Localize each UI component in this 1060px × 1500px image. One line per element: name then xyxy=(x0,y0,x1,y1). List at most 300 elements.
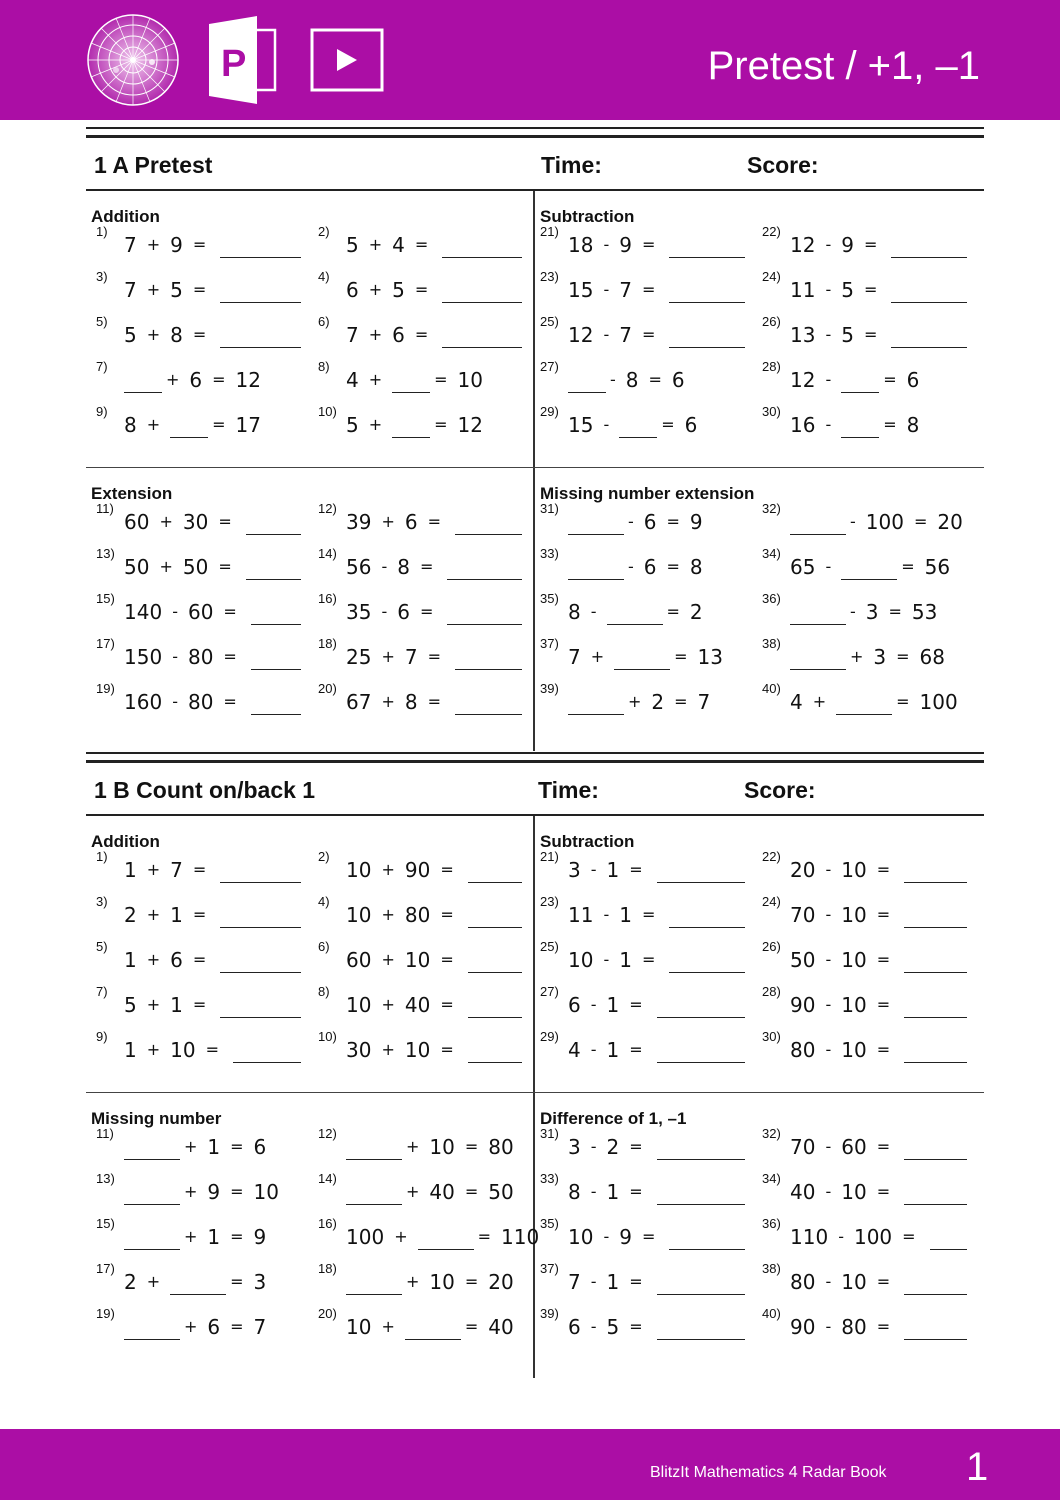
expression-token: 10 xyxy=(429,1135,455,1159)
answer-blank[interactable] xyxy=(669,1225,745,1250)
expression-token: + xyxy=(381,1317,395,1336)
answer-blank[interactable] xyxy=(904,858,967,883)
expression-token: 50 xyxy=(790,948,816,972)
expression-token: = xyxy=(641,905,656,924)
expression-token: = xyxy=(863,280,878,299)
answer-blank[interactable] xyxy=(669,233,745,258)
expression-token: = xyxy=(192,950,207,969)
expression-token: = xyxy=(440,905,454,924)
expression-token: 9 xyxy=(207,1180,221,1204)
answer-blank[interactable] xyxy=(251,690,301,715)
expression-token: + xyxy=(368,280,383,299)
problem xyxy=(762,546,967,580)
problem-number: 11) xyxy=(96,1126,114,1141)
problem-expression xyxy=(124,689,247,715)
problem-expression xyxy=(124,1269,276,1295)
expression-token: - xyxy=(172,602,178,621)
missing-number-blank[interactable] xyxy=(619,413,657,438)
answer-blank[interactable] xyxy=(455,645,522,670)
problem xyxy=(318,1261,522,1295)
expression-token: = xyxy=(205,1040,219,1059)
expression-token: 50 xyxy=(182,555,209,579)
problem-number: 32) xyxy=(762,1126,781,1141)
answer-blank[interactable] xyxy=(891,278,967,303)
expression-token: = xyxy=(192,235,207,254)
problem xyxy=(318,1029,522,1063)
answer-blank[interactable] xyxy=(904,903,967,928)
expression-token: = xyxy=(641,280,656,299)
problem xyxy=(540,359,745,393)
problem-expression xyxy=(790,947,900,973)
missing-number-blank[interactable] xyxy=(170,1270,226,1295)
expression-token: = xyxy=(863,325,878,344)
missing-number-blank[interactable] xyxy=(124,1225,180,1250)
expression-token: = xyxy=(641,235,656,254)
expression-token: = xyxy=(223,647,237,666)
expression-token: 6 xyxy=(397,600,410,624)
expression-token: - xyxy=(590,1182,597,1201)
expression-token: 10 xyxy=(346,1315,372,1339)
problem-expression xyxy=(568,232,665,258)
problem xyxy=(762,939,967,973)
expression-token: 90 xyxy=(790,993,816,1017)
expression-token: = xyxy=(629,1040,643,1059)
expression-token: - xyxy=(825,1137,832,1156)
problem-number: 4) xyxy=(318,894,330,909)
expression-token: - xyxy=(381,602,388,621)
expression-token: 10 xyxy=(841,1270,867,1294)
problem-number: 1) xyxy=(96,849,108,864)
expression-token: 6 xyxy=(671,368,685,392)
expression-token: = xyxy=(674,692,688,711)
missing-number-blank[interactable] xyxy=(124,1135,180,1160)
expression-token: 10 xyxy=(841,1180,867,1204)
answer-blank[interactable] xyxy=(657,993,745,1018)
expression-token: 6 xyxy=(643,555,657,579)
problem-expression xyxy=(790,277,887,303)
answer-blank[interactable] xyxy=(251,600,301,625)
problem-expression xyxy=(346,857,464,883)
missing-number-blank[interactable] xyxy=(614,645,670,670)
expression-token: - xyxy=(381,557,388,576)
problem-expression xyxy=(346,1179,524,1205)
problem-expression xyxy=(790,902,900,928)
expression-token: 10 xyxy=(841,858,867,882)
answer-blank[interactable] xyxy=(669,278,745,303)
problem-expression xyxy=(124,277,216,303)
answer-blank[interactable] xyxy=(904,993,967,1018)
answer-blank[interactable] xyxy=(468,858,522,883)
answer-blank[interactable] xyxy=(669,948,745,973)
problem xyxy=(318,501,522,535)
expression-token: 100 xyxy=(853,1225,893,1249)
time-label: Time: xyxy=(541,152,602,178)
problem-expression xyxy=(568,1179,653,1205)
expression-token: = xyxy=(218,557,232,576)
expression-token: 3 xyxy=(253,1270,267,1294)
problem-expression xyxy=(346,1314,524,1340)
expression-token: 1 xyxy=(606,1038,620,1062)
group-divider-rule xyxy=(86,1092,984,1093)
expression-token: 3 xyxy=(873,645,887,669)
expression-token: 7 xyxy=(404,645,418,669)
column-divider xyxy=(533,191,535,751)
expression-token: 10 xyxy=(404,1038,431,1062)
expression-token: = xyxy=(896,692,910,711)
expression-token: - xyxy=(590,602,597,621)
expression-token: 18 xyxy=(568,233,594,257)
radar-icon[interactable] xyxy=(86,12,180,108)
expression-token: 8 xyxy=(124,413,137,437)
expression-token: - xyxy=(590,1317,597,1336)
missing-number-blank[interactable] xyxy=(418,1225,474,1250)
expression-token: = xyxy=(876,1317,891,1336)
expression-token: 60 xyxy=(124,510,150,534)
header-bar xyxy=(0,0,1060,120)
missing-number-blank[interactable] xyxy=(607,600,663,625)
problem-number: 22) xyxy=(762,849,781,864)
expression-token: - xyxy=(603,415,610,434)
expression-token: 35 xyxy=(346,600,372,624)
expression-token: 10 xyxy=(253,1180,279,1204)
expression-token: = xyxy=(230,1182,244,1201)
problem-expression xyxy=(568,412,707,438)
problem-number: 10) xyxy=(318,404,337,419)
problem-number: 30) xyxy=(762,1029,781,1044)
expression-token: 7 xyxy=(346,323,359,347)
answer-blank[interactable] xyxy=(246,510,301,535)
problem xyxy=(540,1126,745,1160)
missing-number-blank[interactable] xyxy=(841,413,879,438)
expression-token: 1 xyxy=(207,1225,221,1249)
expression-token: - xyxy=(825,905,832,924)
expression-token: = xyxy=(218,512,232,531)
answer-blank[interactable] xyxy=(220,948,301,973)
problem-number: 25) xyxy=(540,314,559,329)
expression-token: = xyxy=(913,512,928,531)
answer-blank[interactable] xyxy=(233,1038,301,1063)
answer-blank[interactable] xyxy=(447,555,522,580)
problem xyxy=(96,894,301,928)
missing-number-blank[interactable] xyxy=(124,1180,180,1205)
expression-token: 7 xyxy=(124,278,137,302)
problem-expression xyxy=(124,412,271,438)
answer-blank[interactable] xyxy=(904,1038,967,1063)
missing-number-blank[interactable] xyxy=(405,1315,461,1340)
expression-token: 17 xyxy=(235,413,261,437)
answer-blank[interactable] xyxy=(904,1135,967,1160)
problem-number: 36) xyxy=(762,1216,781,1231)
missing-number-blank[interactable] xyxy=(790,510,846,535)
missing-number-blank[interactable] xyxy=(346,1270,402,1295)
answer-blank[interactable] xyxy=(220,993,301,1018)
expression-token: 50 xyxy=(124,555,150,579)
problem-expression xyxy=(568,1037,653,1063)
problem xyxy=(540,1216,745,1250)
expression-token: - xyxy=(172,692,178,711)
missing-number-blank[interactable] xyxy=(841,368,879,393)
missing-number-blank[interactable] xyxy=(568,555,624,580)
problem-number: 37) xyxy=(540,1261,559,1276)
answer-blank[interactable] xyxy=(468,993,522,1018)
expression-token: 5 xyxy=(606,1315,620,1339)
missing-number-blank[interactable] xyxy=(392,413,430,438)
expression-token: 10 xyxy=(346,993,372,1017)
expression-token: 15 xyxy=(568,278,594,302)
answer-blank[interactable] xyxy=(455,510,522,535)
expression-token: 10 xyxy=(457,368,483,392)
problem-expression xyxy=(346,947,464,973)
answer-blank[interactable] xyxy=(930,1225,967,1250)
problem-number: 33) xyxy=(540,546,559,561)
expression-token: = xyxy=(212,370,226,389)
problem-number: 36) xyxy=(762,591,781,606)
problem xyxy=(96,939,301,973)
expression-token: 9 xyxy=(619,1225,632,1249)
answer-blank[interactable] xyxy=(220,278,301,303)
problem-number: 13) xyxy=(96,1171,115,1186)
expression-token: 7 xyxy=(619,323,632,347)
answer-blank[interactable] xyxy=(669,903,745,928)
missing-number-blank[interactable] xyxy=(124,1315,180,1340)
expression-token: = xyxy=(192,860,207,879)
answer-blank[interactable] xyxy=(891,233,967,258)
problem-number: 2) xyxy=(318,849,330,864)
missing-number-blank[interactable] xyxy=(124,368,162,393)
problem-expression xyxy=(124,1224,276,1250)
expression-token: - xyxy=(825,235,832,254)
problem-expression xyxy=(346,554,443,580)
problem-number: 30) xyxy=(762,404,781,419)
expression-token: - xyxy=(850,602,856,621)
problem-expression xyxy=(124,322,216,348)
missing-number-blank[interactable] xyxy=(568,368,606,393)
answer-blank[interactable] xyxy=(657,1038,745,1063)
problem-number: 32) xyxy=(762,501,781,516)
expression-token: 6 xyxy=(170,948,183,972)
problem-expression xyxy=(124,599,247,625)
missing-number-blank[interactable] xyxy=(841,555,897,580)
problem-expression xyxy=(346,1037,464,1063)
missing-number-blank[interactable] xyxy=(392,368,430,393)
problem-expression xyxy=(124,1134,276,1160)
expression-token: 80 xyxy=(488,1135,514,1159)
expression-token: + xyxy=(368,235,383,254)
answer-blank[interactable] xyxy=(251,645,301,670)
answer-blank[interactable] xyxy=(220,903,301,928)
problem-number: 34) xyxy=(762,1171,781,1186)
section-title: 1 A Pretest xyxy=(94,152,213,178)
expression-token: 10 xyxy=(170,1038,196,1062)
expression-token: = xyxy=(427,512,441,531)
problem-number: 26) xyxy=(762,314,781,329)
problem xyxy=(318,269,522,303)
expression-token: 100 xyxy=(346,1225,385,1249)
problem-expression xyxy=(568,1314,653,1340)
missing-number-blank[interactable] xyxy=(170,413,208,438)
problem xyxy=(540,1306,745,1340)
problem-expression xyxy=(568,277,665,303)
group-title: Difference of 1, –1 xyxy=(540,1109,687,1128)
answer-blank[interactable] xyxy=(246,555,301,580)
problem-number: 21) xyxy=(540,849,559,864)
expression-token: 6 xyxy=(392,323,405,347)
problem-number: 24) xyxy=(762,894,781,909)
problem xyxy=(318,681,522,715)
expression-token: + xyxy=(146,325,161,344)
expression-token: 5 xyxy=(392,278,405,302)
problem-expression xyxy=(346,277,438,303)
expression-token: 40 xyxy=(790,1180,816,1204)
expression-token: 8 xyxy=(404,690,418,714)
expression-token: 90 xyxy=(404,858,431,882)
svg-text:P: P xyxy=(221,43,247,85)
answer-blank[interactable] xyxy=(468,948,522,973)
problem-number: 38) xyxy=(762,636,781,651)
answer-blank[interactable] xyxy=(657,1270,745,1295)
problem-number: 12) xyxy=(318,1126,337,1141)
expression-token: - xyxy=(590,860,597,879)
expression-token: - xyxy=(825,1317,832,1336)
answer-blank[interactable] xyxy=(447,600,522,625)
expression-token: 5 xyxy=(124,993,137,1017)
group-title: Extension xyxy=(91,484,173,503)
score-label: Score: xyxy=(744,777,816,803)
problem-number: 14) xyxy=(318,1171,337,1186)
expression-token: 6 xyxy=(568,993,581,1017)
problem-number: 7) xyxy=(96,359,108,374)
expression-token: 10 xyxy=(568,948,594,972)
expression-token: - xyxy=(610,370,616,389)
problem-number: 29) xyxy=(540,1029,559,1044)
expression-token: 3 xyxy=(568,1135,581,1159)
answer-blank[interactable] xyxy=(442,323,522,348)
expression-token: - xyxy=(590,1040,597,1059)
group-title: Subtraction xyxy=(540,207,635,226)
expression-token: 4 xyxy=(346,368,359,392)
problem-expression xyxy=(346,689,451,715)
answer-blank[interactable] xyxy=(220,858,301,883)
expression-token: + xyxy=(184,1317,198,1336)
answer-blank[interactable] xyxy=(657,1180,745,1205)
expression-token: - xyxy=(825,280,832,299)
problem-expression xyxy=(124,1314,276,1340)
double-rule-top xyxy=(86,752,984,754)
problem-number: 39) xyxy=(540,1306,559,1321)
answer-blank[interactable] xyxy=(657,1315,745,1340)
expression-token: 9 xyxy=(619,233,632,257)
expression-token: - xyxy=(628,557,634,576)
expression-token: 2 xyxy=(689,600,703,624)
answer-blank[interactable] xyxy=(657,1135,745,1160)
expression-token: + xyxy=(166,370,180,389)
missing-number-blank[interactable] xyxy=(568,510,624,535)
expression-token: + xyxy=(812,692,827,711)
expression-token: 30 xyxy=(182,510,209,534)
expression-token: 3 xyxy=(568,858,581,882)
problem xyxy=(540,636,745,670)
problem xyxy=(96,1216,301,1250)
problem-number: 26) xyxy=(762,939,781,954)
answer-blank[interactable] xyxy=(904,1315,967,1340)
problem xyxy=(318,359,522,393)
answer-blank[interactable] xyxy=(657,858,745,883)
expression-token: 2 xyxy=(124,903,137,927)
missing-number-blank[interactable] xyxy=(346,1180,402,1205)
expression-token: 6 xyxy=(404,510,418,534)
answer-blank[interactable] xyxy=(468,903,522,928)
answer-blank[interactable] xyxy=(904,948,967,973)
problem-expression xyxy=(346,322,438,348)
missing-number-blank[interactable] xyxy=(836,690,892,715)
answer-blank[interactable] xyxy=(904,1180,967,1205)
problem xyxy=(96,1261,301,1295)
problem-expression xyxy=(568,689,720,715)
problem-expression xyxy=(568,644,733,670)
answer-blank[interactable] xyxy=(455,690,522,715)
answer-blank[interactable] xyxy=(468,1038,522,1063)
answer-blank[interactable] xyxy=(220,233,301,258)
problem-expression xyxy=(790,412,929,438)
problem xyxy=(96,1306,301,1340)
expression-token: 100 xyxy=(919,690,958,714)
problem xyxy=(96,269,301,303)
expression-token: - xyxy=(603,1227,610,1246)
problem xyxy=(318,1171,522,1205)
answer-blank[interactable] xyxy=(669,323,745,348)
expression-token: + xyxy=(381,860,395,879)
expression-token: 50 xyxy=(488,1180,514,1204)
problem xyxy=(762,849,967,883)
expression-token: 40 xyxy=(429,1180,455,1204)
problem-number: 7) xyxy=(96,984,108,999)
problem-expression xyxy=(568,902,665,928)
expression-token: + xyxy=(381,512,395,531)
problem-number: 38) xyxy=(762,1261,781,1276)
answer-blank[interactable] xyxy=(442,233,522,258)
expression-token: - xyxy=(172,647,178,666)
problem xyxy=(540,591,745,625)
answer-blank[interactable] xyxy=(904,1270,967,1295)
missing-number-blank[interactable] xyxy=(568,690,624,715)
expression-token: - xyxy=(603,280,610,299)
expression-token: 150 xyxy=(124,645,163,669)
expression-token: = xyxy=(414,325,429,344)
column-divider xyxy=(533,816,535,1378)
powerpoint-icon[interactable] xyxy=(207,16,277,104)
answer-blank[interactable] xyxy=(442,278,522,303)
missing-number-blank[interactable] xyxy=(790,645,846,670)
time-label: Time: xyxy=(538,777,599,803)
expression-token: = xyxy=(440,950,454,969)
missing-number-blank[interactable] xyxy=(346,1135,402,1160)
expression-token: 13 xyxy=(790,323,816,347)
problem xyxy=(96,591,301,625)
expression-token: = xyxy=(230,1272,244,1291)
problem-expression xyxy=(124,1179,289,1205)
expression-token: = xyxy=(414,280,429,299)
answer-blank[interactable] xyxy=(891,323,967,348)
expression-token: - xyxy=(590,1137,597,1156)
expression-token: 8 xyxy=(689,555,703,579)
video-play-icon[interactable] xyxy=(310,28,386,92)
answer-blank[interactable] xyxy=(220,323,301,348)
expression-token: = xyxy=(876,1182,891,1201)
expression-token: 1 xyxy=(170,903,183,927)
expression-token: 10 xyxy=(841,948,867,972)
missing-number-blank[interactable] xyxy=(790,600,846,625)
expression-token: = xyxy=(902,1227,916,1246)
